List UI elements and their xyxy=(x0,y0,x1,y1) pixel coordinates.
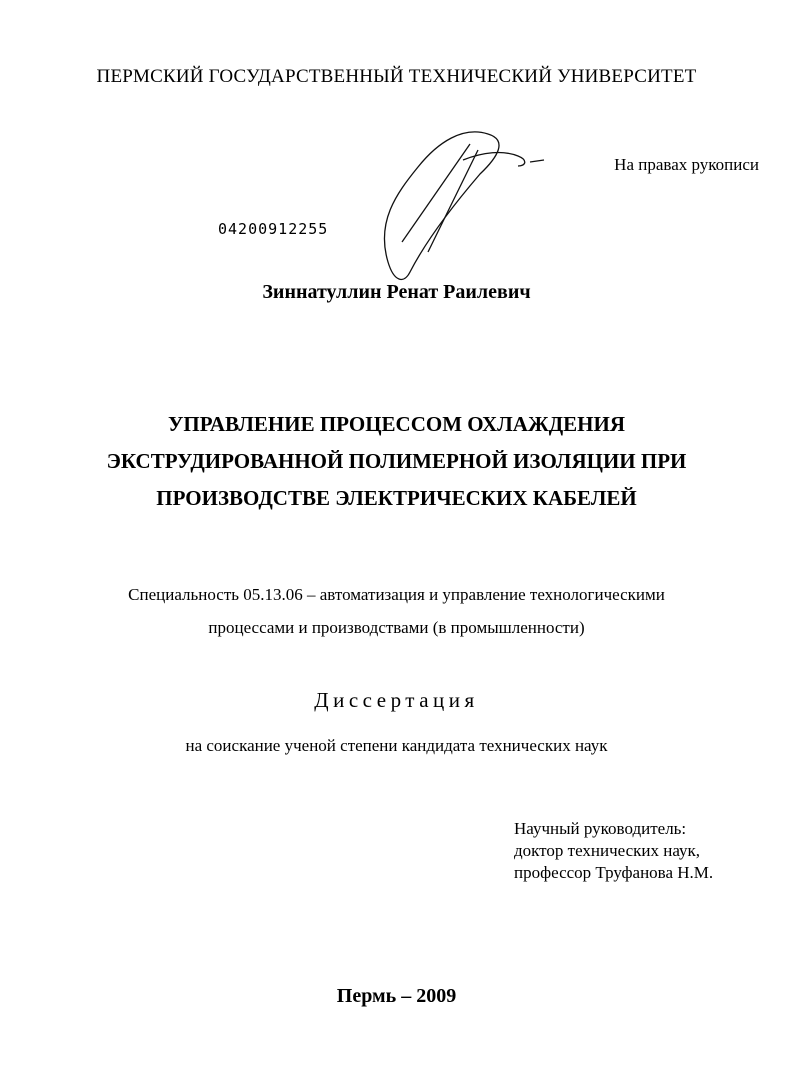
dissertation-title xyxy=(0,406,793,517)
title-line: ПРОИЗВОДСТВЕ ЭЛЕКТРИЧЕСКИХ КАБЕЛЕЙ xyxy=(156,486,637,510)
specialty-line: процессами и производствами (в промышленности) xyxy=(208,618,585,637)
supervisor-line: Научный руководитель: xyxy=(514,819,687,838)
supervisor-line: доктор технических наук, xyxy=(514,841,701,860)
specialty-block xyxy=(0,578,793,644)
work-type: Диссертация xyxy=(314,688,479,712)
title-line: УПРАВЛЕНИЕ ПРОЦЕССОМ ОХЛАЖДЕНИЯ xyxy=(167,412,626,436)
author-name: Зиннатуллин Ренат Раилевич xyxy=(262,281,531,303)
city-year: Пермь – 2009 xyxy=(336,985,457,1007)
university-name: ПЕРМСКИЙ ГОСУДАРСТВЕННЫЙ ТЕХНИЧЕСКИЙ УНИВЕРСИТЕТ xyxy=(96,66,697,87)
manuscript-note: На правах рукописи xyxy=(614,155,759,174)
degree-purpose: на соискание ученой степени кандидата технических наук xyxy=(185,736,608,755)
archive-number: 04200912255 xyxy=(218,220,329,238)
supervisor-block xyxy=(514,818,713,884)
supervisor-line: профессор Труфанова Н.М. xyxy=(514,863,714,882)
handwritten-signature xyxy=(368,122,558,287)
title-line: ЭКСТРУДИРОВАННОЙ ПОЛИМЕРНОЙ ИЗОЛЯЦИИ ПРИ xyxy=(106,449,687,473)
specialty-line: Специальность 05.13.06 – автоматизация и управление технологическими xyxy=(128,585,665,604)
